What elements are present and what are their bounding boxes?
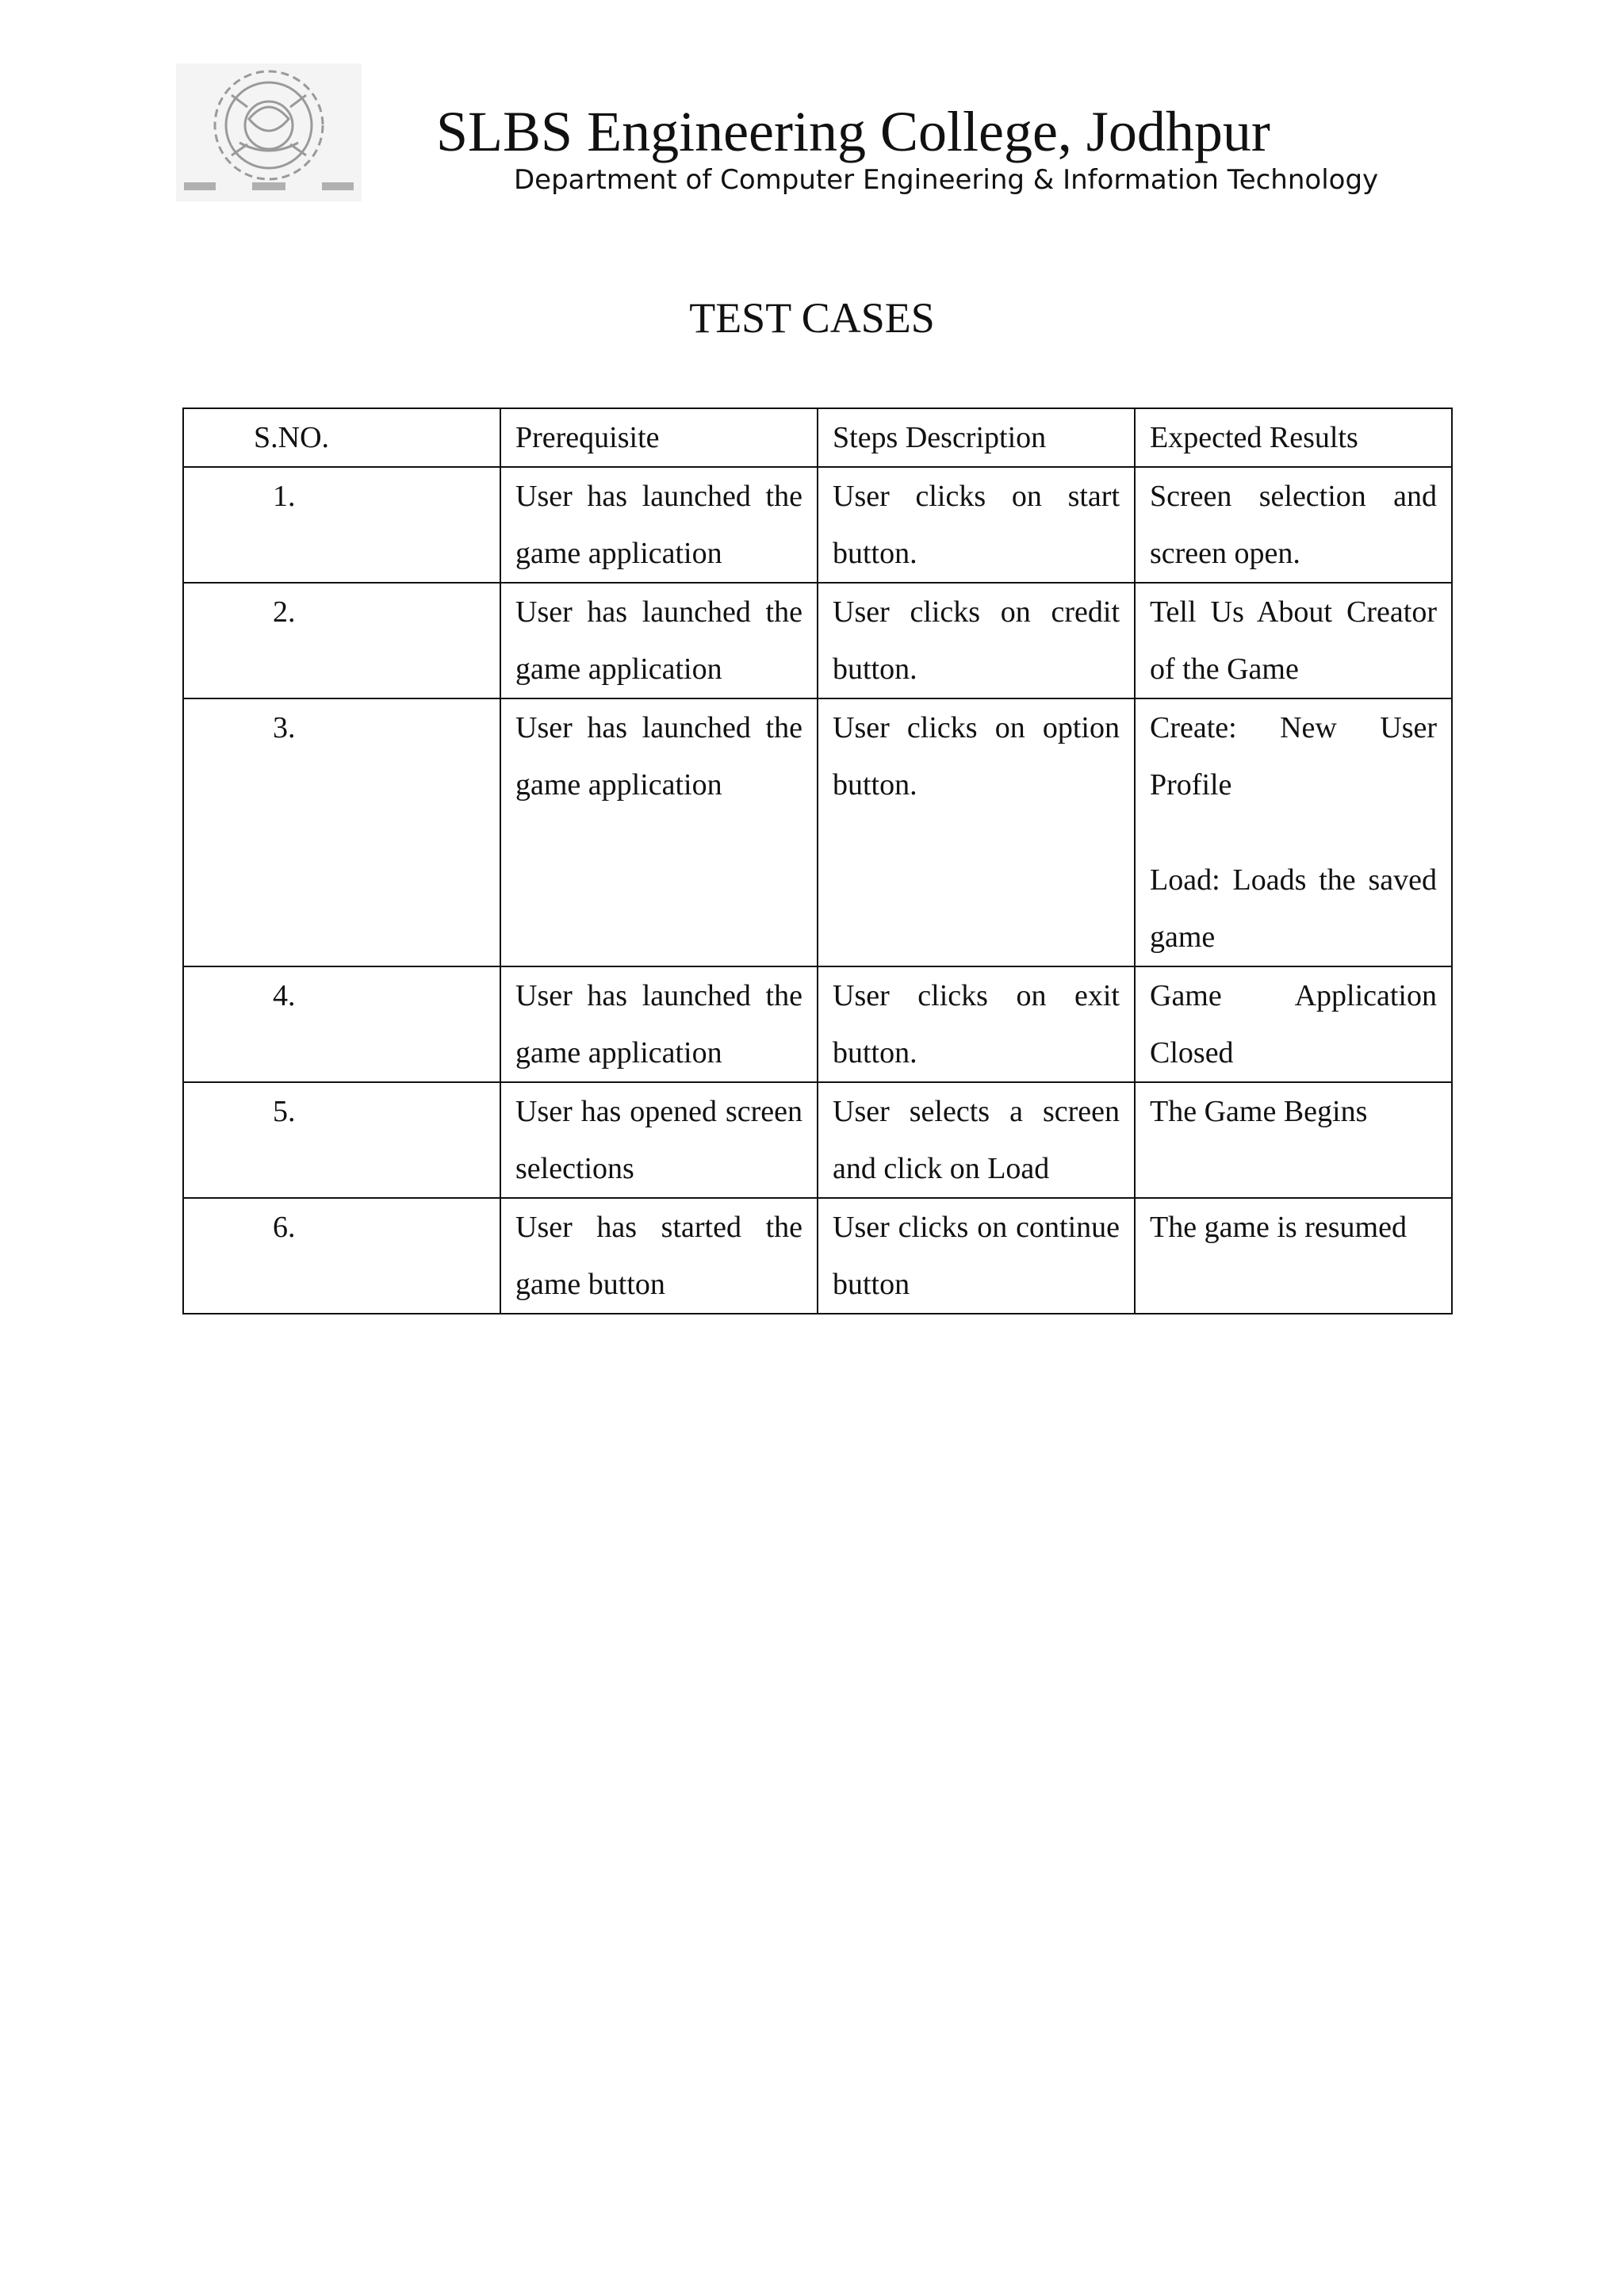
- table-header-row: [183, 408, 1452, 467]
- expected-text: The Game Begins: [1150, 1095, 1368, 1128]
- college-name: SLBS Engineering College, Jodhpur: [436, 100, 1270, 163]
- cell-steps: User clicks on exit button.: [818, 966, 1135, 1082]
- college-logo-icon: [176, 63, 362, 201]
- cell-expected: [1135, 1082, 1452, 1198]
- column-header-prerequisite: Prerequisite: [500, 408, 818, 467]
- cell-prerequisite: User has launched the game application: [500, 583, 818, 698]
- cell-expected: [1135, 583, 1452, 698]
- cell-expected: [1135, 698, 1452, 966]
- cell-steps: User clicks on credit button.: [818, 583, 1135, 698]
- cell-steps: User selects a screen and click on Load: [818, 1082, 1135, 1198]
- column-header-steps: Steps Description: [818, 408, 1135, 467]
- cell-expected: [1135, 467, 1452, 583]
- cell-prerequisite: User has launched the game application: [500, 467, 818, 583]
- cell-sno: 6.: [183, 1198, 500, 1314]
- page-title: TEST CASES: [689, 294, 935, 342]
- table-row: [183, 1082, 1452, 1198]
- expected-text: Game Application Closed: [1150, 979, 1437, 1070]
- table-row: [183, 698, 1452, 966]
- expected-text: Screen selection and screen open.: [1150, 480, 1437, 570]
- cell-prerequisite: User has started the game button: [500, 1198, 818, 1314]
- cell-sno: 5.: [183, 1082, 500, 1198]
- table-row: [183, 467, 1452, 583]
- table-row: [183, 583, 1452, 698]
- cell-steps: User clicks on option button.: [818, 698, 1135, 966]
- column-header-expected: Expected Results: [1135, 408, 1452, 467]
- cell-steps: User clicks on continue button: [818, 1198, 1135, 1314]
- expected-text: Tell Us About Creator of the Game: [1150, 595, 1437, 686]
- table-row: [183, 966, 1452, 1082]
- cell-sno: 4.: [183, 966, 500, 1082]
- table-row: [183, 1198, 1452, 1314]
- cell-sno: 2.: [183, 583, 500, 698]
- column-header-sno: S.NO.: [183, 408, 500, 467]
- cell-sno: 3.: [183, 698, 500, 966]
- cell-expected: [1135, 1198, 1452, 1314]
- department-name: Department of Computer Engineering & Information Technology: [514, 164, 1379, 196]
- cell-prerequisite: User has launched the game application: [500, 698, 818, 966]
- expected-text: The game is resumed: [1150, 1211, 1407, 1244]
- cell-steps: User clicks on start button.: [818, 467, 1135, 583]
- cell-prerequisite: User has launched the game application: [500, 966, 818, 1082]
- expected-text: Create: New User Profile: [1150, 711, 1437, 802]
- cell-expected: [1135, 966, 1452, 1082]
- test-cases-table: [182, 408, 1453, 1314]
- cell-sno: 1.: [183, 467, 500, 583]
- expected-text: Load: Loads the saved game: [1150, 863, 1437, 954]
- cell-prerequisite: User has opened screen selections: [500, 1082, 818, 1198]
